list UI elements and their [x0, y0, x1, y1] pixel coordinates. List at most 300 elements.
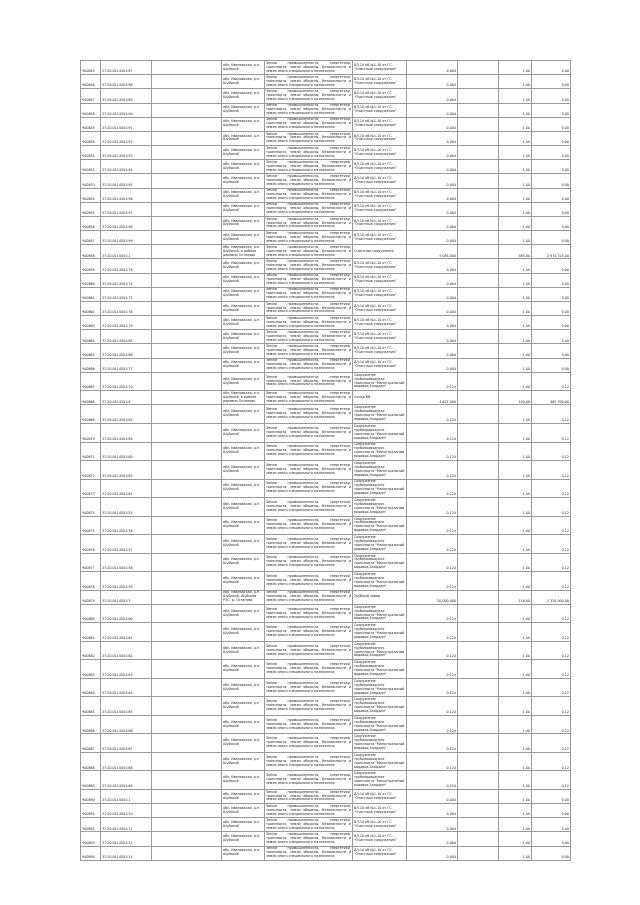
total-value: 0,00: [532, 89, 571, 103]
row-id: Ч00882: [81, 641, 101, 660]
total-value: 0,12: [532, 516, 571, 535]
cadastral-number: 37:20:0114501:59: [101, 572, 152, 591]
table-row: [81, 188, 571, 202]
empty-cell: [152, 245, 222, 259]
empty-cell: [458, 372, 499, 391]
total-value: 0,00: [532, 160, 571, 174]
area-value: 20 000,000: [407, 590, 458, 604]
empty-cell: [458, 734, 499, 753]
area-value: 0,004: [407, 216, 458, 230]
row-id: Ч00881: [81, 623, 101, 642]
empty-cell: [152, 572, 222, 591]
empty-cell: [152, 846, 222, 860]
area-value: 0,004: [407, 818, 458, 832]
cadastral-number: 37:20:0114501:92: [101, 131, 152, 145]
land-category: Земли промышленности, энергетики, транспорта, земли обороны, безопасности и земли иного специального назначения: [265, 146, 353, 160]
cadastral-number: 37:20:0114501:83: [101, 461, 152, 480]
area-value: 0,004: [407, 117, 458, 131]
area-value: 0,124: [407, 678, 458, 697]
cadastral-number: 37:20:0114501:65: [101, 697, 152, 716]
empty-cell: [458, 75, 499, 89]
object-name: ВЛ-10 кВ №1-10 от ГС "Очистные сооружения": [353, 330, 407, 344]
total-value: 0,00: [532, 316, 571, 330]
table-row: [81, 623, 571, 642]
land-category: Земли промышленности, энергетики, транспорта, земли обороны, безопасности и земли иного специального назначения: [265, 273, 353, 287]
table-row: [81, 516, 571, 535]
total-value: 0,12: [532, 641, 571, 660]
row-id: Ч00879: [81, 590, 101, 604]
land-category: Земли промышленности, энергетики, транспорта, земли обороны, безопасности и земли иного специального назначения: [265, 89, 353, 103]
land-category: Земли промышленности, энергетики, транспорта, земли обороны, безопасности и земли иного специального назначения: [265, 202, 353, 216]
object-name: ВЛ-10 кВ №1-10 от ГС "Очистные сооружения": [353, 61, 407, 75]
address: обл. Ивановская, р-н Шуйский: [222, 103, 265, 117]
table-row: [81, 804, 571, 818]
area-value: 0,004: [407, 131, 458, 145]
rate-value: 1,00: [499, 604, 532, 623]
cadastral-number: 37:20:0114501:79: [101, 316, 152, 330]
row-id: Ч00849: [81, 117, 101, 131]
row-id: Ч00871: [81, 442, 101, 461]
land-category: Земли промышленности, энергетики, транспорта, земли обороны, безопасности и земли иного специального назначения: [265, 131, 353, 145]
cadastral-number: 37:20:0114501:85: [101, 330, 152, 344]
cadastral-number: 37:20:0114501:55: [101, 498, 152, 517]
row-id: Ч00880: [81, 604, 101, 623]
rate-value: 1,00: [499, 61, 532, 75]
cadastral-number: 37:20:0114501:99: [101, 231, 152, 245]
land-category: Земли промышленности, энергетики, транспорта, земли обороны, безопасности и земли иного специального назначения: [265, 678, 353, 697]
total-value: 0,00: [532, 75, 571, 89]
table-row: [81, 316, 571, 330]
empty-cell: [458, 771, 499, 790]
object-name: ВЛ-10 кВ №1-10 от ГС "Очистные сооружения": [353, 231, 407, 245]
cadastral-number: 37:20:0114501:58: [101, 553, 152, 572]
address: обл. Ивановская, р-н Шуйский: [222, 131, 265, 145]
row-id: Ч00885: [81, 697, 101, 716]
empty-cell: [458, 479, 499, 498]
area-value: 0,004: [407, 832, 458, 846]
empty-cell: [458, 516, 499, 535]
empty-cell: [152, 771, 222, 790]
empty-cell: [152, 423, 222, 442]
area-value: 0,124: [407, 516, 458, 535]
table-row: [81, 301, 571, 315]
land-category: Земли промышленности, энергетики, транспорта, земли обороны, безопасности и земли иного специального назначения: [265, 103, 353, 117]
cadastral-number: 37:20:0114501:63: [101, 660, 152, 679]
address: обл. Ивановская, р-н Шуйский: [222, 202, 265, 216]
address: обл. Ивановская, р-н Шуйский: [222, 734, 265, 753]
object-name: Сооружение трубопроводного транспорта "Магистральный водовод Аладдин": [353, 678, 407, 697]
empty-cell: [458, 103, 499, 117]
land-category: Земли промышленности, энергетики, транспорта, земли обороны, безопасности и земли иного специального назначения: [265, 590, 353, 604]
cadastral-number: 37:20:0114501:88: [101, 75, 152, 89]
table-row: [81, 479, 571, 498]
row-id: Ч00891: [81, 804, 101, 818]
table-row: [81, 61, 571, 75]
object-name: Сооружение трубопроводного транспорта "Магистральный водовод Аладдин": [353, 535, 407, 554]
land-category: Земли промышленности, энергетики, транспорта, земли обороны, безопасности и земли иного специального назначения: [265, 623, 353, 642]
empty-cell: [458, 358, 499, 372]
empty-cell: [152, 442, 222, 461]
empty-cell: [152, 344, 222, 358]
rate-value: 1,00: [499, 188, 532, 202]
address: обл. Ивановская, р-н Шуйский: [222, 516, 265, 535]
object-name: ВЛ-10 кВ №1-10 от ГС "Очистные сооружения": [353, 358, 407, 372]
row-id: Ч00877: [81, 553, 101, 572]
object-name: Сооружение трубопроводного транспорта "Магистральный водовод Аладдин": [353, 572, 407, 591]
total-value: 0,00: [532, 231, 571, 245]
object-name: Сооружение трубопроводного транспорта "Магистральный водовод Аладдин": [353, 715, 407, 734]
empty-cell: [152, 678, 222, 697]
object-name: Сооружение трубопроводного транспорта "Магистральный водовод Аладдин": [353, 498, 407, 517]
empty-cell: [458, 572, 499, 591]
rate-value: 1,00: [499, 202, 532, 216]
area-value: 0,004: [407, 330, 458, 344]
total-value: 0,00: [532, 804, 571, 818]
row-id: Ч00869: [81, 405, 101, 424]
land-category: Земли промышленности, энергетики, транспорта, земли обороны, безопасности и земли иного специального назначения: [265, 789, 353, 803]
rate-value: 1,00: [499, 442, 532, 461]
rate-value: 1,00: [499, 103, 532, 117]
area-value: 0,124: [407, 479, 458, 498]
rate-value: 1,00: [499, 461, 532, 480]
cadastral-number: 37:20:0114501:60: [101, 604, 152, 623]
row-id: Ч00866: [81, 358, 101, 372]
object-name: Сооружение трубопроводного транспорта "Магистральный водовод Аладдин": [353, 641, 407, 660]
address: обл. Ивановская, р-н Шуйский: [222, 75, 265, 89]
empty-cell: [152, 117, 222, 131]
row-id: Ч00888: [81, 752, 101, 771]
land-registry-table: [80, 60, 571, 861]
cadastral-number: 37:20:0114501:95: [101, 174, 152, 188]
object-name: ВЛ-10 кВ №1-10 от ГС "Очистные сооружения": [353, 188, 407, 202]
object-name: Сооружение трубопроводного транспорта "Магистральный водовод Аладдин": [353, 623, 407, 642]
land-category: Земли промышленности, энергетики, транспорта, земли обороны, безопасности и земли иного специального назначения: [265, 117, 353, 131]
address: обл. Ивановская, р-н Шуйский: [222, 316, 265, 330]
cadastral-number: 37:20:0114501:68: [101, 752, 152, 771]
address: обл. Ивановская, р-н Шуйский: [222, 479, 265, 498]
cadastral-number: 37:20:0114501:64: [101, 678, 152, 697]
empty-cell: [152, 89, 222, 103]
empty-cell: [458, 789, 499, 803]
address: обл. Ивановская, р-н Шуйский: [222, 61, 265, 75]
address: обл. Ивановская, р-н Шуйский: [222, 498, 265, 517]
row-id: Ч00858: [81, 245, 101, 259]
area-value: 0,124: [407, 660, 458, 679]
area-value: 0,004: [407, 75, 458, 89]
area-value: 0,004: [407, 789, 458, 803]
empty-cell: [152, 273, 222, 287]
table-row: [81, 391, 571, 405]
empty-cell: [152, 103, 222, 117]
rate-value: 1,00: [499, 117, 532, 131]
rate-value: 585,00: [499, 245, 532, 259]
row-id: Ч00861: [81, 287, 101, 301]
empty-cell: [152, 202, 222, 216]
rate-value: 1,00: [499, 697, 532, 716]
total-value: 0,00: [532, 202, 571, 216]
rate-value: 1,00: [499, 553, 532, 572]
row-id: Ч00865: [81, 344, 101, 358]
land-category: Земли промышленности, энергетики, транспорта, земли обороны, безопасности и земли иного специального назначения: [265, 245, 353, 259]
land-category: Земли промышленности, энергетики, транспорта, земли обороны, безопасности и земли иного специального назначения: [265, 498, 353, 517]
area-value: 0,124: [407, 752, 458, 771]
rate-value: 1,00: [499, 89, 532, 103]
total-value: 0,12: [532, 553, 571, 572]
cadastral-number: 37:20:0114501:62: [101, 641, 152, 660]
cadastral-number: 37:20:0114501:69: [101, 771, 152, 790]
rate-value: 1,00: [499, 832, 532, 846]
object-name: Сооружение трубопроводного транспорта "Магистральный водовод Аладдин": [353, 553, 407, 572]
address: обл. Ивановская, р-н Шуйский: [222, 188, 265, 202]
table-row: [81, 231, 571, 245]
address: обл. Ивановская, р-н Шуйский: [222, 146, 265, 160]
empty-cell: [152, 516, 222, 535]
table-row: [81, 604, 571, 623]
table-row: [81, 641, 571, 660]
row-id: Ч00845: [81, 61, 101, 75]
area-value: 0,124: [407, 461, 458, 480]
empty-cell: [152, 372, 222, 391]
cadastral-number: 37:20:0114501:10: [101, 804, 152, 818]
area-value: 0,004: [407, 103, 458, 117]
area-value: 0,124: [407, 771, 458, 790]
empty-cell: [458, 535, 499, 554]
rate-value: 1,00: [499, 678, 532, 697]
empty-cell: [152, 660, 222, 679]
empty-cell: [458, 846, 499, 860]
area-value: 0,004: [407, 301, 458, 315]
empty-cell: [152, 479, 222, 498]
area-value: 0,004: [407, 259, 458, 273]
total-value: 0,00: [532, 273, 571, 287]
total-value: 0,00: [532, 846, 571, 860]
area-value: 0,004: [407, 358, 458, 372]
empty-cell: [152, 131, 222, 145]
address: обл. Ивановская, р-н Шуйский: [222, 846, 265, 860]
row-id: Ч00873: [81, 479, 101, 498]
rate-value: 1,00: [499, 846, 532, 860]
address: обл. Ивановская, р-н Шуйский, в районе деревни Остапово: [222, 391, 265, 405]
cadastral-number: 37:20:0114501:76: [101, 301, 152, 315]
table-row: [81, 75, 571, 89]
table-row: [81, 146, 571, 160]
table-row: [81, 358, 571, 372]
cadastral-number: 37:20:0114501:84: [101, 423, 152, 442]
area-value: 0,004: [407, 287, 458, 301]
cadastral-number: 27:20:0114501:87: [101, 61, 152, 75]
land-category: Земли промышленности, энергетики, транспорта, земли обороны, безопасности и земли иного специального назначения: [265, 316, 353, 330]
table-row: [81, 174, 571, 188]
rate-value: 1,00: [499, 216, 532, 230]
area-value: 0,004: [407, 89, 458, 103]
object-name: ВЛ-10 кВ №1-10 от ГС "Очистные сооружения": [353, 89, 407, 103]
address: обл. Ивановская, р-н Шуйский: [222, 358, 265, 372]
rate-value: 1,00: [499, 316, 532, 330]
land-category: Земли промышленности, энергетики, транспорта, земли обороны, безопасности и земли иного специального назначения: [265, 231, 353, 245]
total-value: 0,00: [532, 344, 571, 358]
object-name: ВЛ-10 кВ №1-10 от ГС "Очистные сооружения": [353, 832, 407, 846]
rate-value: 1,00: [499, 330, 532, 344]
table-row: [81, 89, 571, 103]
cadastral-number: 37:20:0114501:56: [101, 516, 152, 535]
cadastral-number: 37:20:0114501:74: [101, 273, 152, 287]
row-id: Ч00884: [81, 678, 101, 697]
area-value: 0,124: [407, 372, 458, 391]
land-category: Земли промышленности, энергетики, транспорта, земли обороны, безопасности и земли иного специального назначения: [265, 75, 353, 89]
cadastral-number: 37:20:0114501:89: [101, 89, 152, 103]
land-category: Земли промышленности, энергетики, транспорта, земли обороны, безопасности и земли иного специального назначения: [265, 660, 353, 679]
object-name: ВЛ-10 кВ №1-10 от ГС "Очистные сооружения": [353, 75, 407, 89]
land-category: Земли промышленности, энергетики, транспорта, земли обороны, безопасности и земли иного специального назначения: [265, 391, 353, 405]
rate-value: 1,00: [499, 715, 532, 734]
row-id: Ч00887: [81, 734, 101, 753]
cadastral-number: 37:20:0114501:81: [101, 479, 152, 498]
empty-cell: [152, 734, 222, 753]
total-value: 0,00: [532, 216, 571, 230]
cadastral-number: 37:20:0114501:96: [101, 188, 152, 202]
rate-value: 1,00: [499, 498, 532, 517]
total-value: 0,00: [532, 287, 571, 301]
total-value: 0,00: [532, 117, 571, 131]
object-name: Сооружение трубопроводного транспорта "Магистральный водовод Аладдин": [353, 423, 407, 442]
empty-cell: [458, 660, 499, 679]
empty-cell: [152, 553, 222, 572]
total-value: 0,12: [532, 442, 571, 461]
land-category: Земли промышленности, энергетики, транспорта, земли обороны, безопасности и земли иного специального назначения: [265, 461, 353, 480]
table-row: [81, 846, 571, 860]
total-value: 0,12: [532, 423, 571, 442]
row-id: Ч00854: [81, 188, 101, 202]
cadastral-number: 37:20:0114501:70: [101, 372, 152, 391]
rate-value: 1,00: [499, 287, 532, 301]
area-value: 0,004: [407, 344, 458, 358]
empty-cell: [152, 697, 222, 716]
empty-cell: [152, 330, 222, 344]
land-category: Земли промышленности, энергетики, транспорта, земли обороны, безопасности и земли иного специального назначения: [265, 287, 353, 301]
address: обл. Ивановская, р-н Шуйский: [222, 789, 265, 803]
address: обл. Ивановская, р-н Шуйский: [222, 604, 265, 623]
object-name: Сооружение трубопроводного транспорта "Магистральный водовод Аладдин": [353, 660, 407, 679]
rate-value: 100,00: [499, 391, 532, 405]
table-row: [81, 442, 571, 461]
address: обл. Ивановская, р-н Шуйский: [222, 287, 265, 301]
row-id: Ч00889: [81, 771, 101, 790]
empty-cell: [152, 174, 222, 188]
rate-value: 1,00: [499, 516, 532, 535]
cadastral-number: 37:20:0114501:94: [101, 160, 152, 174]
total-value: 0,00: [532, 61, 571, 75]
rate-value: 1,00: [499, 535, 532, 554]
cadastral-number: 37:20:0114501:8: [101, 391, 152, 405]
address: обл. Ивановская, р-н Шуйский: [222, 330, 265, 344]
land-category: Земли промышленности, энергетики, транспорта, земли обороны, безопасности и земли иного специального назначения: [265, 442, 353, 461]
row-id: Ч00893: [81, 832, 101, 846]
land-category: Земли промышленности, энергетики, транспорта, земли обороны, безопасности и земли иного специального назначения: [265, 160, 353, 174]
rate-value: 1,00: [499, 641, 532, 660]
cadastral-number: 37:20:0114501:1: [101, 789, 152, 803]
total-value: 0,12: [532, 535, 571, 554]
object-name: ВЛ-10 кВ №1-10 от ГС "Очистные сооружения": [353, 846, 407, 860]
cadastral-number: 37:20:0114501:97: [101, 202, 152, 216]
address: обл. Ивановская, р-н Шуйский: [222, 818, 265, 832]
table-row: [81, 273, 571, 287]
empty-cell: [458, 301, 499, 315]
area-value: 4 627,000: [407, 391, 458, 405]
area-value: 0,004: [407, 804, 458, 818]
area-value: 0,124: [407, 641, 458, 660]
rate-value: 1,00: [499, 818, 532, 832]
empty-cell: [458, 623, 499, 642]
area-value: 0,124: [407, 405, 458, 424]
empty-cell: [458, 461, 499, 480]
object-name: ВЛ-10 кВ №1-10 от ГС "Очистные сооружения": [353, 818, 407, 832]
address: обл. Ивановская, р-н Шуйский: [222, 697, 265, 716]
area-value: 0,124: [407, 572, 458, 591]
land-category: Земли промышленности, энергетики, транспорта, земли обороны, безопасности и земли иного специального назначения: [265, 832, 353, 846]
object-name: ВЛ-10 кВ №1-10 от ГС "Очистные сооружения": [353, 117, 407, 131]
address: обл. Ивановская, р-н Шуйский: [222, 301, 265, 315]
land-category: Земли промышленности, энергетики, транспорта, земли обороны, безопасности и земли иного специального назначения: [265, 423, 353, 442]
table-row: [81, 752, 571, 771]
total-value: 0,00: [532, 789, 571, 803]
empty-cell: [458, 131, 499, 145]
table-row: [81, 818, 571, 832]
object-name: Трубный завод: [353, 590, 407, 604]
table-row: [81, 572, 571, 591]
table-row: [81, 715, 571, 734]
cadastral-number: 37:20:0114501:57: [101, 535, 152, 554]
object-name: ВЛ-10 кВ №1-10 от ГС "Очистные сооружения": [353, 344, 407, 358]
empty-cell: [458, 405, 499, 424]
row-id: Ч00850: [81, 131, 101, 145]
empty-cell: [458, 818, 499, 832]
empty-cell: [152, 188, 222, 202]
row-id: Ч00870: [81, 423, 101, 442]
cadastral-number: 37:20:0114501:93: [101, 146, 152, 160]
empty-cell: [152, 832, 222, 846]
area-value: 0,124: [407, 553, 458, 572]
land-category: Земли промышленности, энергетики, транспорта, земли обороны, безопасности и земли иного специального назначения: [265, 372, 353, 391]
empty-cell: [458, 316, 499, 330]
object-name: ВЛ-10 кВ №1-10 от ГС "Очистные сооружения": [353, 273, 407, 287]
table-row: [81, 678, 571, 697]
object-name: ВЛ-10 кВ №1-10 от ГС "Очистные сооружения": [353, 259, 407, 273]
row-id: Ч00856: [81, 216, 101, 230]
empty-cell: [152, 358, 222, 372]
address: обл. Ивановская, р-н Шуйский: [222, 405, 265, 424]
land-category: Земли промышленности, энергетики, транспорта, земли обороны, безопасности и земли иного специального назначения: [265, 553, 353, 572]
rate-value: 1,00: [499, 273, 532, 287]
empty-cell: [152, 789, 222, 803]
row-id: Ч00876: [81, 535, 101, 554]
area-value: 0,004: [407, 231, 458, 245]
land-category: Земли промышленности, энергетики, транспорта, земли обороны, безопасности и земли иного специального назначения: [265, 259, 353, 273]
empty-cell: [152, 160, 222, 174]
row-id: Ч00863: [81, 316, 101, 330]
table-row: [81, 131, 571, 145]
total-value: 2 320 000,00: [532, 590, 571, 604]
empty-cell: [458, 832, 499, 846]
area-value: 0,004: [407, 146, 458, 160]
empty-cell: [458, 344, 499, 358]
address: обл. Ивановская, р-н Шуйский: [222, 535, 265, 554]
total-value: 0,00: [532, 131, 571, 145]
total-value: 0,12: [532, 623, 571, 642]
empty-cell: [152, 391, 222, 405]
cadastral-number: 37:20:0114501:91: [101, 117, 152, 131]
address: обл. Ивановская, р-н Шуйский: [222, 572, 265, 591]
object-name: ВЛ-10 кВ №1-10 от ГС "Очистные сооружения": [353, 160, 407, 174]
